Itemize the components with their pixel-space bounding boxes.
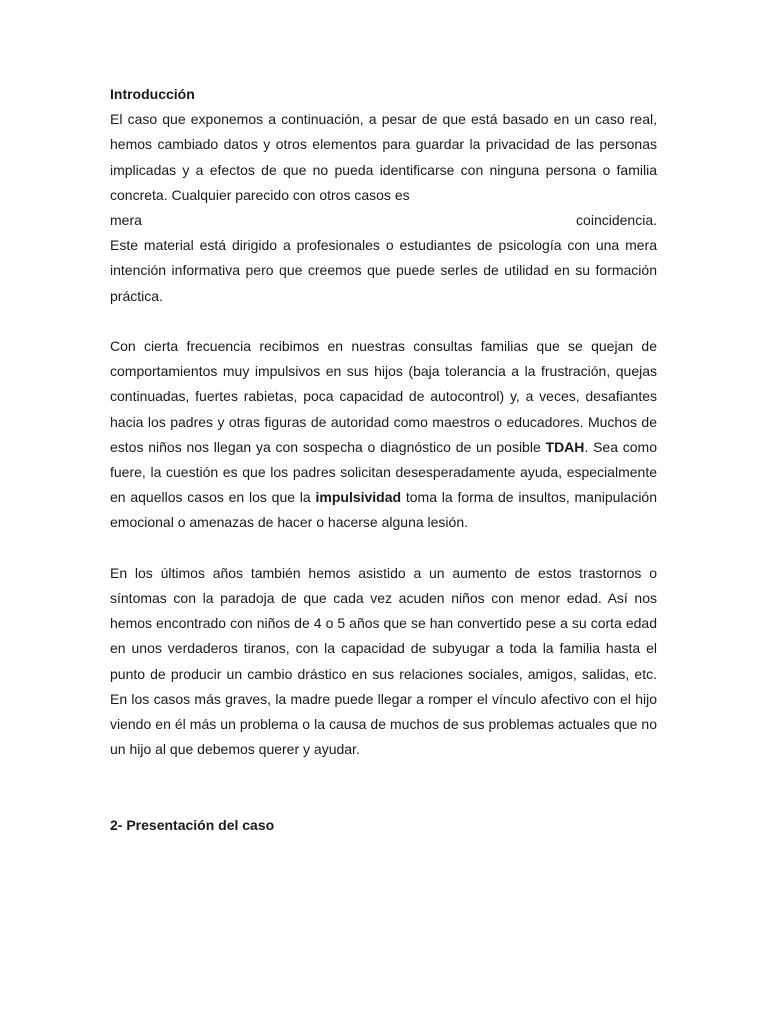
paragraph-impulsive-behaviour [110, 334, 657, 536]
paragraph-spacer [110, 309, 657, 334]
impulsividad-term: impulsividad [315, 489, 402, 506]
intro-paragraph-part-2: Este material está dirigido a profesionales o estudiantes de psicología con una mera intención informativa pero que creemos que puede serles de utilidad en su formación práctica. [110, 237, 657, 304]
paragraph-2-text-b: . Sea como fuere, la cuestión es que los padres solicitan desesperadamente ayuda, especialmente en aquellos casos en los que la [110, 438, 657, 506]
intro-paragraph [110, 107, 657, 309]
section-2-title: 2- Presentación del caso [110, 816, 275, 833]
intro-paragraph-spread-line: mera coincidencia. [110, 212, 657, 229]
intro-heading: Introducción [110, 86, 195, 102]
tdah-term: TDAH [545, 438, 585, 455]
intro-paragraph-part-1: El caso que exponemos a continuación, a pesar de que está basado en un caso real, hemos cambiado datos y otros elementos para guardar la privacidad de las personas implicadas y a efectos de que no pueda identificarse con ninguna persona o familia concreta. Cualquier parecido con otros casos es [110, 111, 657, 203]
paragraph-2-text-c: toma la forma de insultos, manipulación emocional o amenazas de hacer o hacerse alguna lesión. [110, 489, 658, 531]
section-spacer [110, 762, 657, 812]
paragraph-2-text-a: Con cierta frecuencia recibimos en nuestras consultas familias que se quejan de comportamientos muy impulsivos en sus hijos (baja tolerancia a la frustración, quejas continuadas, fuertes rabietas, poca capacidad de autocontrol) y, a veces, desafiantes hacia los padres y otras figuras de autoridad como maestros o educadores. Muchos de estos niños nos llegan ya con sospecha o diagnóstico de un posible [110, 338, 657, 455]
paragraph-recent-years: En los últimos años también hemos asistido a un aumento de estos trastornos o síntomas con la paradoja de que cada vez acuden niños con menor edad. Así nos hemos encontrado con niños de 4 o 5 años que se han convertido pese a su corta edad en unos verdaderos tiranos, con la capacidad de subyugar a toda la familia hasta el punto de producir un cambio drástico en sus relaciones sociales, amigos, salidas, etc. En los casos más graves, la madre puede llegar a romper el vínculo afectivo con el hijo viendo en él más un problema o la causa de muchos de sus problemas actuales que no un hijo al que debemos querer y ayudar. [110, 564, 657, 758]
paragraph-spacer [110, 536, 657, 561]
text-column [110, 82, 657, 838]
